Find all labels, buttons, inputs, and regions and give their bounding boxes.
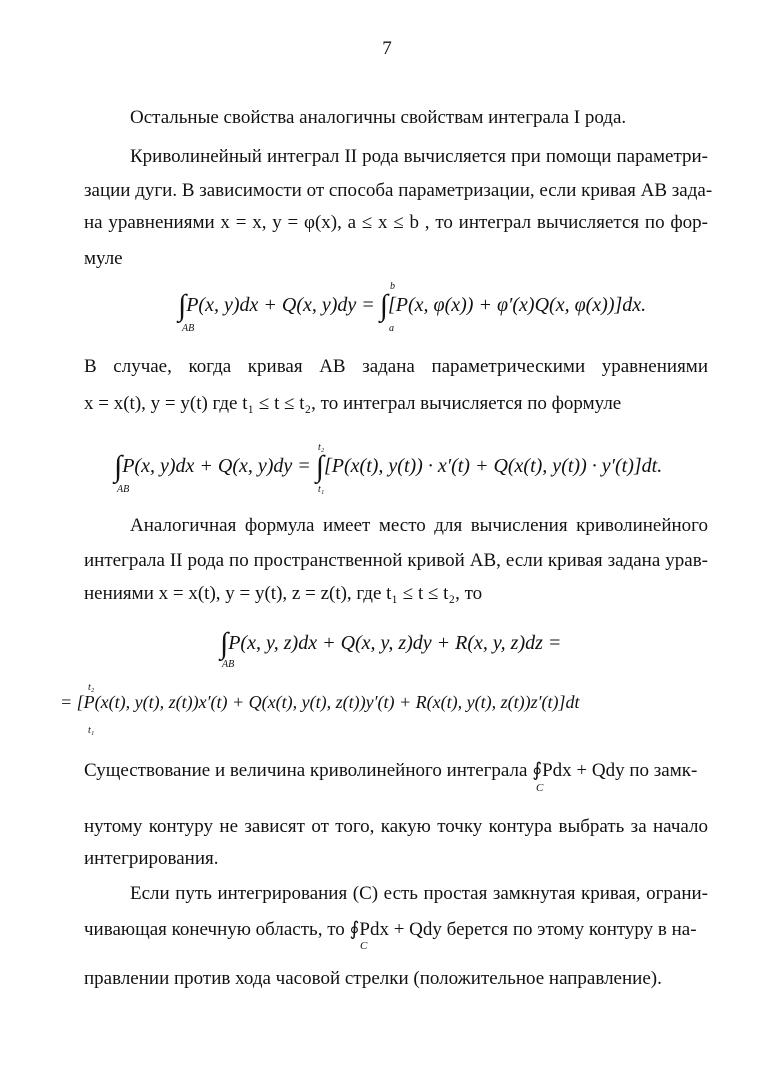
text-line-9: интеграла II рода по пространственной кривой AB, если кривая задана урав- <box>84 550 708 571</box>
formula-4-lower-limit: t₁ <box>88 725 95 736</box>
text-line-15: чивающая конечную область, то ∮Pdx + Qdy берется по этому контуру в на- <box>84 919 697 940</box>
contour-lower-label: C <box>360 940 368 952</box>
integral-sign: ∫ <box>379 289 388 322</box>
formula-3-lower-left: AB <box>222 659 235 670</box>
formula-2-rhs: [P(x(t), y(t)) · x′(t) + Q(x(t), y(t)) · y′(t)]dt. <box>324 455 663 477</box>
text-line-10: нениями x = x(t), y = y(t), z = z(t), где t₁ ≤ t ≤ t₂, то <box>84 583 483 604</box>
formula-4-upper-limit: t₂ <box>88 682 95 693</box>
formula-2-upper-limit: t₂ <box>318 442 325 453</box>
text-line-5: муле <box>84 248 123 269</box>
integral-sign: ∫ <box>220 627 229 660</box>
formula-2 <box>114 448 663 483</box>
integral-sign: ∫ <box>178 289 187 322</box>
formula-1-lhs: P(x, y)dx + Q(x, y)dy = <box>186 294 375 316</box>
formula-2-lhs: P(x, y)dx + Q(x, y)dy = <box>122 455 311 477</box>
text-line-11: Существование и величина криволинейного интеграла ∮Pdx + Qdy по замк- <box>84 760 698 781</box>
text-line-4: на уравнениями x = x, y = φ(x), a ≤ x ≤ b , то интеграл вычисляется по фор- <box>84 212 708 233</box>
formula-1-upper-limit: b <box>390 281 395 292</box>
contour-lower-label: C <box>536 782 544 794</box>
text-line-3: зации дуги. В зависимости от способа параметризации, если кривая AB зада- <box>84 180 713 201</box>
formula-1-rhs: [P(x, φ(x)) + φ′(x)Q(x, φ(x))]dx. <box>388 294 647 316</box>
formula-1 <box>178 287 647 322</box>
text-line-13: интегрирования. <box>84 848 219 869</box>
formula-1-lower-limit: a <box>389 323 394 334</box>
text-line-1: Остальные свойства аналогичны свойствам интеграла I рода. <box>130 107 627 128</box>
formula-4-body: = [P(x(t), y(t), z(t))x′(t) + Q(x(t), y(t), z(t))y′(t) + R(x(t), y(t), z(t))z′(t)]dt <box>60 692 580 712</box>
formula-4 <box>60 692 580 713</box>
page-number: 7 <box>382 38 392 59</box>
formula-1-lower-left: AB <box>182 323 195 334</box>
text-line-8: Аналогичная формула имеет место для вычисления криволинейного <box>130 515 708 536</box>
formula-2-lower-limit: t₁ <box>318 484 325 495</box>
text-line-14: Если путь интегрирования (C) есть простая замкнутая кривая, ограни- <box>130 883 708 904</box>
text-line-16: правлении против хода часовой стрелки (положительное направление). <box>84 968 662 989</box>
integral-sign: ∫ <box>315 450 324 483</box>
text-line-2: Криволинейный интеграл II рода вычисляется при помощи параметри- <box>130 146 708 167</box>
text-line-7: x = x(t), y = y(t) где t₁ ≤ t ≤ t₂, то интеграл вычисляется по формуле <box>84 393 622 414</box>
integral-sign: ∫ <box>114 450 123 483</box>
formula-2-lower-left: AB <box>117 484 130 495</box>
formula-3-lhs: P(x, y, z)dx + Q(x, y, z)dy + R(x, y, z)dz = <box>228 632 562 654</box>
text-line-6: В случае, когда кривая AB задана параметрическими уравнениями <box>84 356 708 377</box>
text-line-12: нутому контуру не зависят от того, какую точку контура выбрать за начало <box>84 816 708 837</box>
formula-3 <box>220 625 562 660</box>
